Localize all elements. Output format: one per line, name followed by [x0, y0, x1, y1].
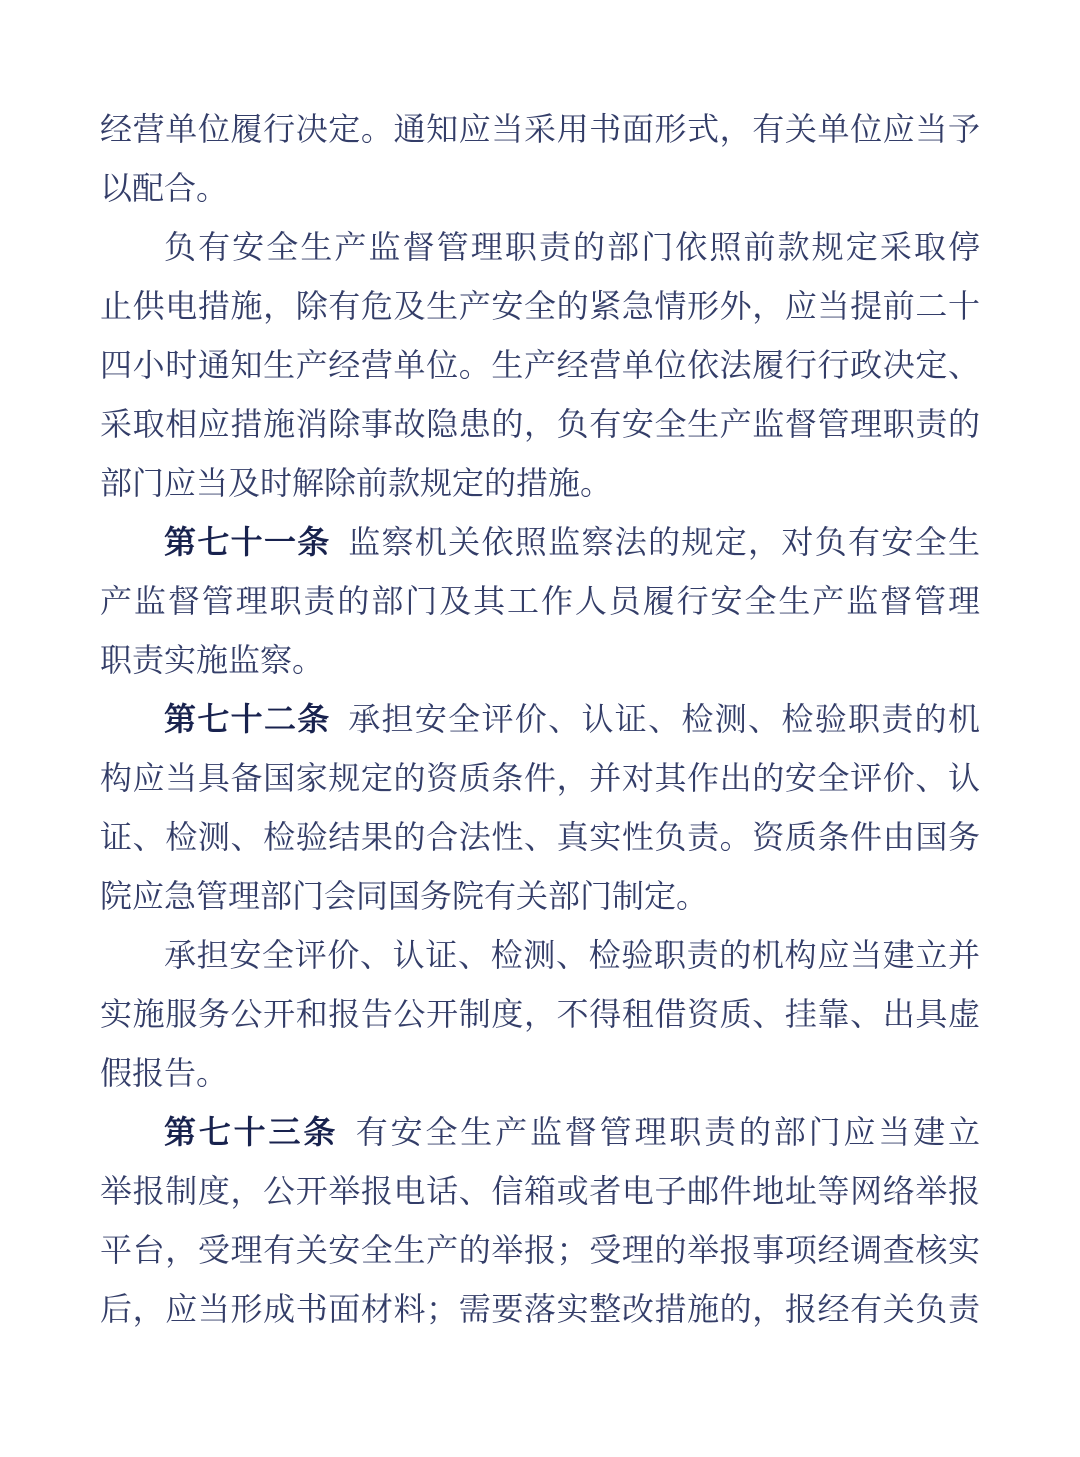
- text-line: [100, 159, 980, 218]
- line-text: 负有安全生产监督管理职责的部门依照前款规定采取停: [164, 229, 980, 265]
- line-text: 四小时通知生产经营单位。生产经营单位依法履行行政决定、: [100, 347, 980, 383]
- text-line: [100, 336, 980, 395]
- text-line: [100, 1162, 980, 1221]
- text-line: [100, 1280, 980, 1339]
- line-text: 经营单位履行决定。通知应当采用书面形式，有关单位应当予: [100, 111, 980, 147]
- line-text: 院应急管理部门会同国务院有关部门制定。: [100, 878, 709, 914]
- text-line: [100, 572, 980, 631]
- text-line: [100, 395, 980, 454]
- text-line: [100, 1103, 980, 1162]
- line-text: 承担安全评价、认证、检测、检验职责的机构应当建立并: [164, 937, 980, 973]
- line-text: 止供电措施，除有危及生产安全的紧急情形外，应当提前二十: [100, 288, 980, 324]
- line-text: 假报告。: [100, 1055, 229, 1091]
- line-text: 监察机关依照监察法的规定，对负有安全生: [348, 524, 980, 560]
- text-line: [100, 690, 980, 749]
- line-text: 后，应当形成书面材料；需要落实整改措施的，报经有关负责: [100, 1291, 980, 1327]
- line-text: 举报制度，公开举报电话、信箱或者电子邮件地址等网络举报: [100, 1173, 980, 1209]
- line-text: 产监督管理职责的部门及其工作人员履行安全生产监督管理: [100, 583, 980, 619]
- line-text: 承担安全评价、认证、检测、检验职责的机: [348, 701, 980, 737]
- text-line: [100, 631, 980, 690]
- text-line: [100, 926, 980, 985]
- text-line: [100, 867, 980, 926]
- text-line: [100, 218, 980, 277]
- line-text: 有安全生产监督管理职责的部门应当建立: [355, 1114, 980, 1150]
- line-text: 部门应当及时解除前款规定的措施。: [100, 465, 613, 501]
- text-line: [100, 277, 980, 336]
- article-number: 第七十三条: [164, 1114, 339, 1150]
- text-line: [100, 513, 980, 572]
- line-text: 构应当具备国家规定的资质条件，并对其作出的安全评价、认: [100, 760, 980, 796]
- text-line: [100, 1221, 980, 1280]
- article-number: 第七十一条: [164, 524, 331, 560]
- article-number: 第七十二条: [164, 701, 331, 737]
- text-line: [100, 454, 980, 513]
- text-line: [100, 808, 980, 867]
- line-text: 职责实施监察。: [100, 642, 325, 678]
- text-line: [100, 985, 980, 1044]
- text-line: [100, 1044, 980, 1103]
- article-text-block: [100, 100, 980, 1339]
- line-text: 采取相应措施消除事故隐患的，负有安全生产监督管理职责的: [100, 406, 980, 442]
- text-line: [100, 100, 980, 159]
- text-line: [100, 749, 980, 808]
- line-text: 实施服务公开和报告公开制度，不得租借资质、挂靠、出具虚: [100, 996, 980, 1032]
- line-text: 以配合。: [100, 170, 229, 206]
- line-text: 证、检测、检验结果的合法性、真实性负责。资质条件由国务: [100, 819, 980, 855]
- line-text: 平台，受理有关安全生产的举报；受理的举报事项经调查核实: [100, 1232, 980, 1268]
